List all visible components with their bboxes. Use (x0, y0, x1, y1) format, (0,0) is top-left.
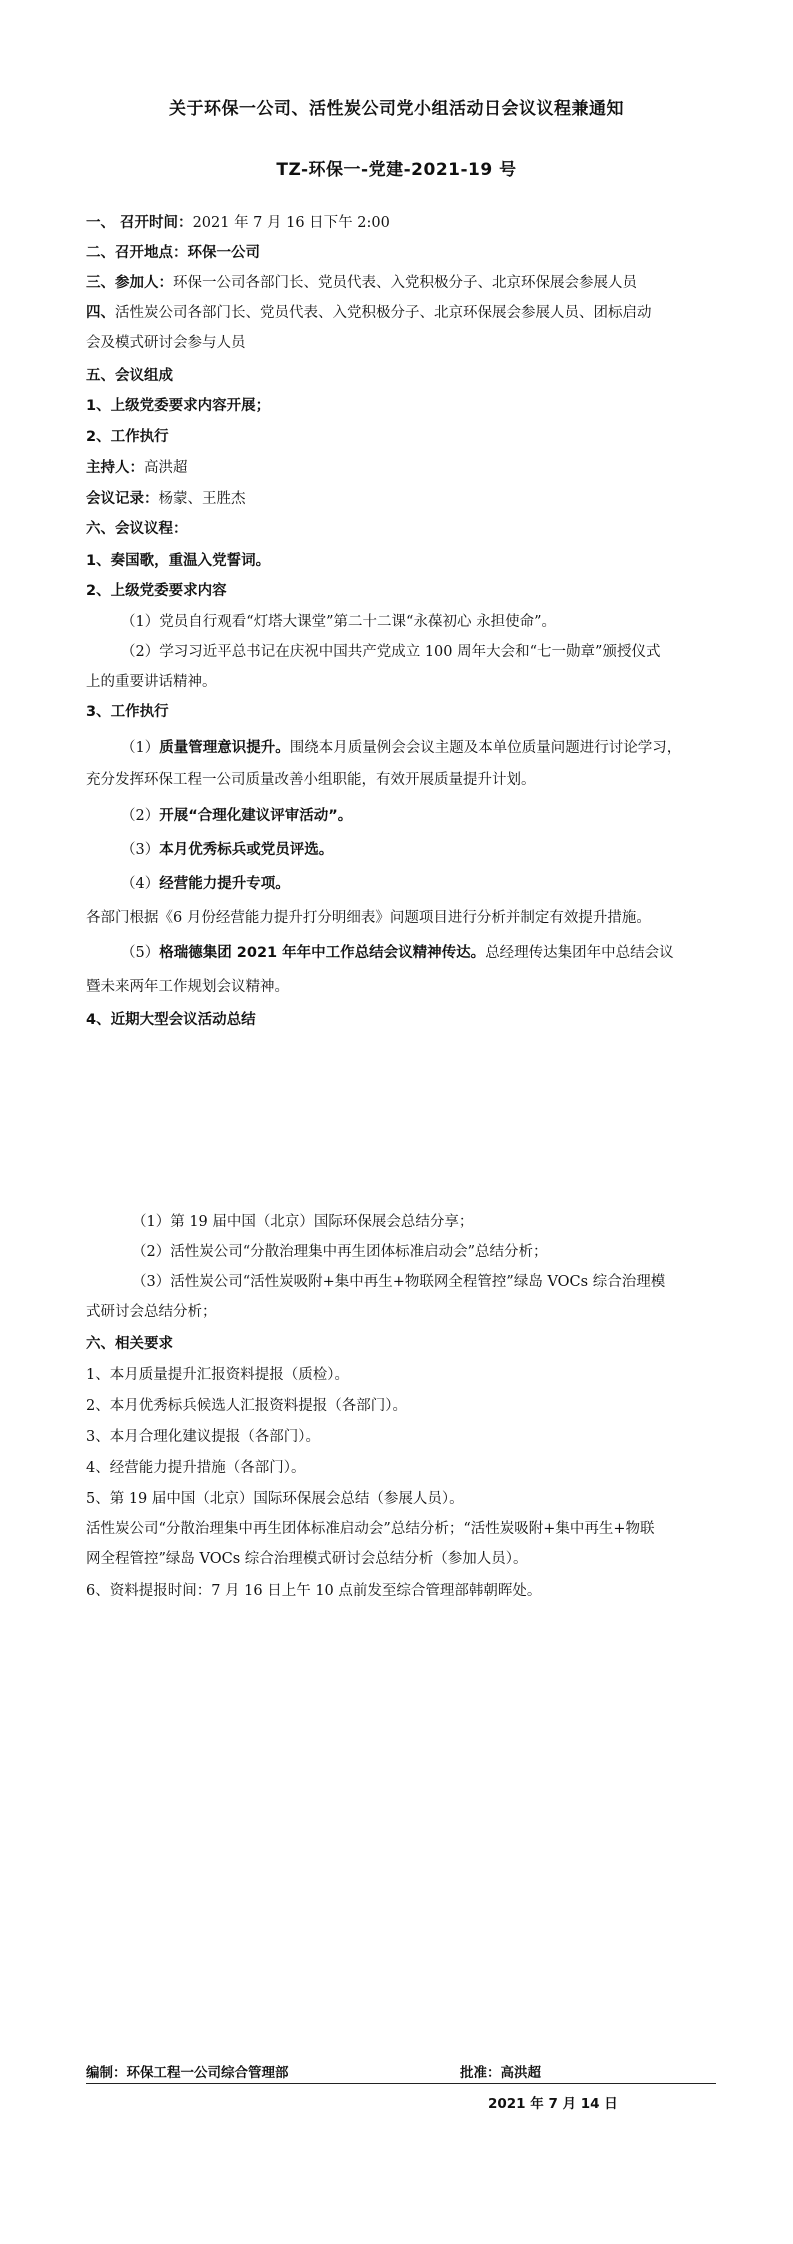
meeting-host (86, 458, 726, 478)
section-five-item-2: 2、工作执行 (86, 429, 169, 445)
agenda-item-3-1 (121, 738, 761, 758)
approver-line: 批准：高洪超 (460, 2065, 541, 2081)
meeting-place-value: 环保一公司 (187, 245, 260, 261)
document-date: 2021 年 7 月 14 日 (488, 2096, 618, 2112)
attendees-2-label: 四、 (86, 305, 115, 321)
attendees-2-value: 活性炭公司各部门长、党员代表、入党积极分子、北京环保展会参展人员、团标启动 (115, 305, 652, 321)
agenda-item-4: 4、近期大型会议活动总结 (86, 1012, 256, 1028)
meeting-time-value: 2021 年 7 月 16 日下午 2:00 (192, 215, 390, 231)
meeting-time (86, 213, 726, 233)
requirement-5-cont-2: 网全程管控”绿岛 VOCs 综合治理模式研讨会总结分析（参加人员）。 (86, 1551, 528, 1567)
section-five-item-1: 1、上级党委要求内容开展； (86, 398, 271, 414)
item-3-1-text: 围绕本月质量例会会议主题及本单位质量问题进行讨论学习， (289, 740, 682, 756)
agenda-item-1: 1、奏国歌，重温入党誓词。 (86, 553, 271, 569)
requirement-2: 2、本月优秀标兵候选人汇报资料提报（各部门）。 (86, 1398, 407, 1414)
attendees-2-cont: 会及模式研讨会参与人员 (86, 335, 246, 351)
editor-line: 编制：环保工程一公司综合管理部 (86, 2065, 289, 2081)
agenda-item-3-5 (121, 943, 761, 963)
attendees-2 (86, 303, 726, 323)
agenda-item-4-1: （1）第 19 届中国（北京）国际环保展会总结分享； (132, 1214, 474, 1230)
requirement-1: 1、本月质量提升汇报资料提报（质检）。 (86, 1367, 349, 1383)
host-value: 高洪超 (144, 460, 188, 476)
agenda-item-4-2: （2）活性炭公司“分散治理集中再生团体标准启动会”总结分析； (132, 1244, 548, 1260)
recorder-label: 会议记录： (86, 491, 159, 507)
recorder-value: 杨蒙、王胜杰 (158, 491, 246, 507)
agenda-item-4-3-cont: 式研讨会总结分析； (86, 1304, 217, 1320)
host-label: 主持人： (86, 460, 144, 476)
agenda-item-3-3 (121, 840, 761, 860)
attendees (86, 273, 726, 293)
item-3-4-number: （4） (121, 876, 160, 892)
item-3-4-title: 经营能力提升专项。 (159, 876, 290, 892)
item-3-5-number: （5） (121, 945, 160, 961)
item-3-2-number: （2） (121, 808, 160, 824)
requirement-3: 3、本月合理化建议提报（各部门）。 (86, 1429, 320, 1445)
requirement-4: 4、经营能力提升措施（各部门）。 (86, 1460, 306, 1476)
requirement-5-cont-1: 活性炭公司“分散治理集中再生团体标准启动会”总结分析；“活性炭吸附+集中再生+物联 (86, 1521, 655, 1537)
requirement-5: 5、第 19 届中国（北京）国际环保展会总结（参展人员）。 (86, 1491, 464, 1507)
agenda-item-3-5-cont: 暨未来两年工作规划会议精神。 (86, 979, 289, 995)
item-3-5-text: 总经理传达集团年中总结会议 (485, 945, 674, 961)
agenda-item-2-2: （2）学习习近平总书记在庆祝中国共产党成立 100 周年大会和“七一勋章”颁授仪式 (121, 644, 661, 660)
agenda-item-3-4 (121, 874, 761, 894)
requirements-heading: 六、相关要求 (86, 1336, 173, 1352)
meeting-place-label: 二、召开地点： (86, 245, 188, 261)
agenda-item-2: 2、上级党委要求内容 (86, 583, 227, 599)
meeting-recorder (86, 489, 726, 509)
item-3-5-title: 格瑞德集团 2021 年年中工作总结会议精神传达。 (159, 945, 486, 961)
agenda-item-4-3: （3）活性炭公司“活性炭吸附+集中再生+物联网全程管控”绿岛 VOCs 综合治理模 (132, 1274, 666, 1290)
item-3-1-number: （1） (121, 740, 160, 756)
footer-divider (86, 2083, 716, 2084)
document-title: 关于环保一公司、活性炭公司党小组活动日会议议程兼通知 (169, 99, 624, 119)
attendees-value: 环保一公司各部门长、党员代表、入党积极分子、北京环保展会参展人员 (173, 275, 637, 291)
agenda-item-2-1: （1）党员自行观看“灯塔大课堂”第二十二课“永葆初心 永担使命”。 (121, 614, 556, 630)
requirement-6: 6、资料提报时间：7 月 16 日上午 10 点前发至综合管理部韩朝晖处。 (86, 1583, 542, 1599)
agenda-item-3-4-cont: 各部门根据《6 月份经营能力提升打分明细表》问题项目进行分析并制定有效提升措施。 (86, 910, 651, 926)
meeting-time-label: 一、 召开时间： (86, 215, 193, 231)
item-3-3-number: （3） (121, 842, 160, 858)
item-3-3-title: 本月优秀标兵或党员评选。 (159, 842, 334, 858)
meeting-place (86, 243, 726, 263)
agenda-item-2-2-cont: 上的重要讲话精神。 (86, 674, 217, 690)
agenda-item-3-1-cont: 充分发挥环保工程一公司质量改善小组职能，有效开展质量提升计划。 (86, 772, 536, 788)
attendees-label: 三、参加人： (86, 275, 173, 291)
section-five-heading: 五、会议组成 (86, 368, 173, 384)
item-3-1-title: 质量管理意识提升。 (159, 740, 290, 756)
document-number: TZ-环保一-党建-2021-19 号 (276, 160, 517, 180)
item-3-2-title: 开展“合理化建议评审活动”。 (159, 808, 353, 824)
section-six-heading: 六、会议议程： (86, 521, 188, 537)
agenda-item-3: 3、工作执行 (86, 704, 169, 720)
agenda-item-3-2 (121, 806, 761, 826)
